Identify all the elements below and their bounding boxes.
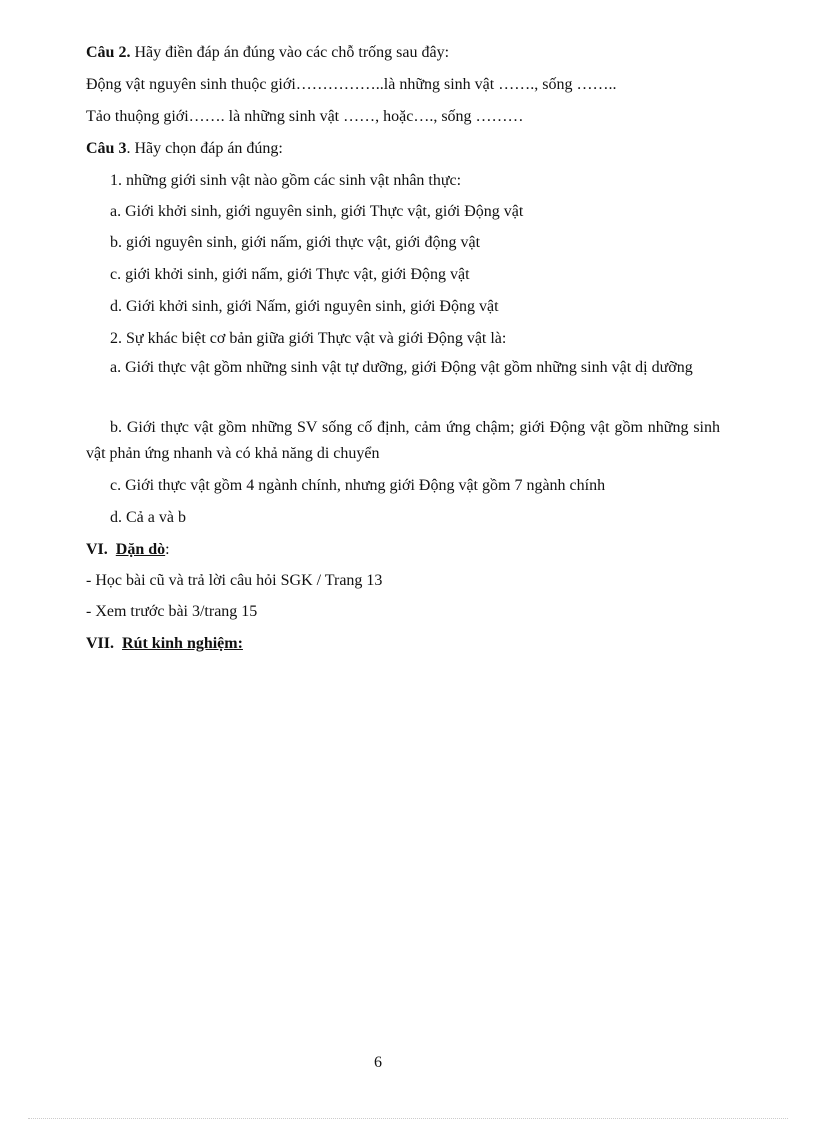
section-6-colon: : — [165, 541, 170, 558]
sub-question-2-option-b: b. Giới thực vật gồm những SV sống cố định, cảm ứng chậm; giới Động vật gồm những sinh vật phản ứng nhanh và có khả năng di chuyển — [86, 419, 720, 462]
sub-question-1-option-b: b. giới nguyên sinh, giới nấm, giới thực vật, giới động vật — [110, 234, 481, 251]
question-2-label: Câu 2. — [86, 44, 131, 61]
question-2-blank-line-1: Động vật nguyên sinh thuộc giới……………..là những sinh vật ……., sống …….. — [86, 76, 617, 93]
section-7-title: Rút kinh nghiệm: — [122, 635, 243, 652]
sub-question-1: 1. những giới sinh vật nào gồm các sinh vật nhân thực: — [110, 172, 462, 189]
section-7-number: VII. — [86, 635, 115, 652]
page-bottom-divider — [28, 1118, 788, 1119]
section-6-item-2: - Xem trước bài 3/trang 15 — [86, 603, 258, 620]
sub-question-2-option-d: d. Cả a và b — [110, 509, 186, 526]
sub-question-1-option-c: c. giới khởi sinh, giới nấm, giới Thực vật, giới Động vật — [110, 266, 470, 283]
section-6-number: VI. — [86, 541, 108, 558]
question-2-heading — [86, 43, 449, 63]
sub-question-1-option-d: d. Giới khởi sinh, giới Nấm, giới nguyên sinh, giới Động vật — [110, 298, 499, 315]
page-number: 6 — [374, 1054, 382, 1071]
question-3-label: Câu 3 — [86, 140, 127, 157]
sub-question-2-option-c: c. Giới thực vật gồm 4 ngành chính, nhưng giới Động vật gồm 7 ngành chính — [110, 477, 606, 494]
sub-question-1-option-a: a. Giới khởi sinh, giới nguyên sinh, giới Thực vật, giới Động vật — [110, 203, 524, 220]
question-2-prompt: Hãy điền đáp án đúng vào các chỗ trống sau đây: — [130, 44, 450, 61]
question-3-heading — [86, 139, 283, 159]
sub-question-2: 2. Sự khác biệt cơ bản giữa giới Thực vật và giới Động vật là: — [110, 330, 507, 347]
section-6-item-1: - Học bài cũ và trả lời câu hỏi SGK / Trang 13 — [86, 572, 383, 589]
question-3-prompt: . Hãy chọn đáp án đúng: — [126, 140, 283, 157]
section-7-heading — [86, 634, 243, 654]
section-6-title: Dặn dò — [115, 541, 166, 558]
section-6-heading — [86, 540, 170, 560]
question-2-blank-line-2: Tảo thuộng giới……. là những sinh vật ……, hoặc…., sống ……… — [86, 108, 524, 125]
sub-question-2-option-a: a. Giới thực vật gồm những sinh vật tự dưỡng, giới Động vật gồm những sinh vật dị dưỡng — [110, 359, 693, 376]
